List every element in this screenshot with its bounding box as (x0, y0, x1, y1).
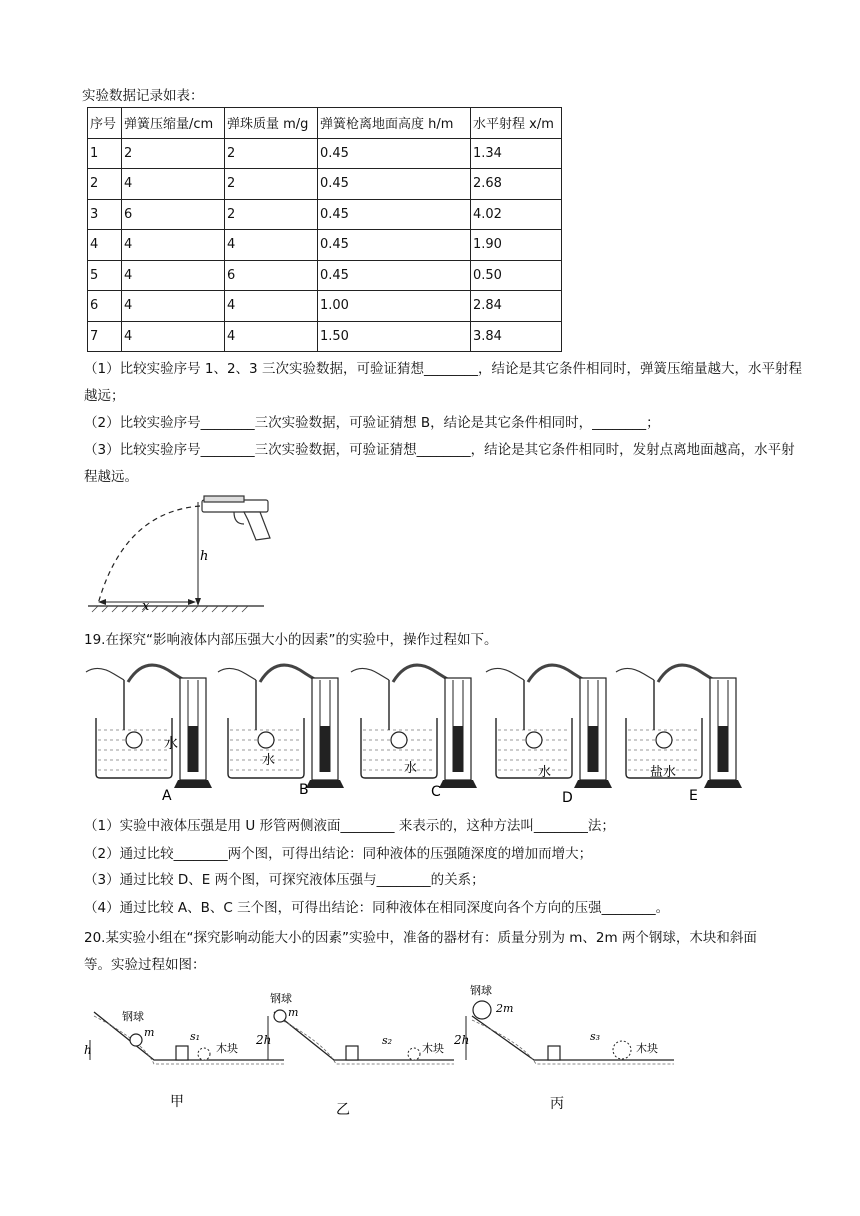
pressure-gauge-figures (84, 660, 754, 806)
liquid-label-e: 盐水 (650, 765, 677, 780)
table-cell: 0.45 (318, 230, 471, 261)
table-cell: 4 (225, 291, 318, 322)
table-row (88, 169, 562, 200)
table-cell: 5 (88, 260, 122, 291)
table-header-row (88, 108, 562, 139)
mass-label-yi: m (288, 1006, 299, 1019)
figure-label-jia: 甲 (170, 1094, 184, 1110)
table-cell: 4 (122, 169, 225, 200)
table-cell: 4 (225, 230, 318, 261)
distance-label-yi: s₂ (382, 1034, 393, 1047)
table-cell: 1 (88, 138, 122, 169)
table-cell: 4 (122, 321, 225, 352)
liquid-label-b: 水 (262, 753, 276, 768)
figure-label-e: E (689, 788, 698, 804)
liquid-label-c: 水 (404, 761, 418, 776)
q19-title: 19.在探究“影响液体内部压强大小的因素”的实验中，操作过程如下。 (84, 632, 498, 648)
table-cell: 2 (225, 199, 318, 230)
figure-label-a: A (162, 788, 172, 804)
q19-part2: （2）通过比较________两个图，可得出结论：同种液体的压强随深度的增加而增大； (84, 846, 593, 862)
height-label-bing: 2h (454, 1033, 470, 1047)
table-cell: 2 (225, 169, 318, 200)
table-cell: 0.45 (318, 138, 471, 169)
table-cell: 4 (122, 291, 225, 322)
distance-label-bing: s₃ (590, 1030, 601, 1043)
table-cell: 6 (225, 260, 318, 291)
spring-gun-icon (202, 496, 270, 540)
table-cell: 0.45 (318, 260, 471, 291)
table-cell: 1.50 (318, 321, 471, 352)
height-label: h (200, 549, 209, 564)
table-intro: 实验数据记录如表： (82, 88, 204, 104)
block-label-jia: 木块 (216, 1042, 238, 1055)
table-cell: 1.34 (471, 138, 562, 169)
table-cell: 2 (122, 138, 225, 169)
distance-label-jia: s₁ (190, 1030, 201, 1043)
figure-label-b: B (299, 782, 309, 798)
q18-part1: （1）比较实验序号 1、2、3 三次实验数据，可验证猜想________，结论是其它条件相同时，弹簧压缩量越大，水平射程越远； (84, 361, 802, 404)
kinetic-energy-figures (84, 982, 724, 1122)
table-cell: 2 (88, 169, 122, 200)
table-header-cell: 弹簧枪离地面高度 h/m (318, 108, 471, 139)
q18-part2: （2）比较实验序号________三次实验数据，可验证猜想 B，结论是其它条件相同时，________； (84, 415, 660, 431)
table-cell: 7 (88, 321, 122, 352)
table-cell: 1.90 (471, 230, 562, 261)
block-label-bing: 木块 (636, 1042, 658, 1055)
block-label-yi: 木块 (422, 1042, 444, 1055)
table-row (88, 321, 562, 352)
q20-title: 20.某实验小组在“探究影响动能大小的因素”实验中，准备的器材有：质量分别为 m、2m 两个钢球，木块和斜面等。实验过程如图： (84, 930, 757, 973)
figure-label-c: C (431, 784, 441, 800)
table-row (88, 199, 562, 230)
ball-label-bing: 钢球 (470, 984, 492, 997)
height-label-jia: h (84, 1043, 92, 1057)
table-cell: 2.68 (471, 169, 562, 200)
table-cell: 6 (88, 291, 122, 322)
table-cell: 4 (122, 260, 225, 291)
q19-part1: （1）实验中液体压强是用 U 形管两侧液面________ 来表示的，这种方法叫________法； (84, 818, 615, 834)
table-cell: 2 (225, 138, 318, 169)
ball-label-yi: 钢球 (270, 992, 292, 1005)
height-label-yi: 2h (256, 1033, 272, 1047)
table-cell: 2.84 (471, 291, 562, 322)
liquid-label-a: 水 (164, 736, 178, 752)
table-row (88, 230, 562, 261)
mass-label-jia: m (144, 1026, 155, 1039)
range-label: x (142, 599, 150, 614)
table-cell: 1.00 (318, 291, 471, 322)
q19-part4: （4）通过比较 A、B、C 三个图，可得出结论：同种液体在相同深度向各个方向的压强________。 (84, 900, 670, 916)
table-row (88, 138, 562, 169)
q19-part3: （3）通过比较 D、E 两个图，可探究液体压强与________的关系； (84, 872, 485, 888)
liquid-label-d: 水 (538, 765, 552, 780)
table-cell: 0.50 (471, 260, 562, 291)
table-row (88, 291, 562, 322)
ball-label-jia: 钢球 (122, 1010, 144, 1023)
table-cell: 0.45 (318, 169, 471, 200)
table-cell: 0.45 (318, 199, 471, 230)
setup-a (86, 665, 212, 788)
table-cell: 3 (88, 199, 122, 230)
data-table (87, 107, 562, 352)
q18-part3: （3）比较实验序号________三次实验数据，可验证猜想________，结论是其它条件相同时，发射点离地面越高，水平射程越远。 (84, 442, 795, 485)
table-header-cell: 弹簧压缩量/cm (122, 108, 225, 139)
setup-jia (90, 1012, 284, 1064)
table-header-cell: 序号 (88, 108, 122, 139)
table-cell: 4 (122, 230, 225, 261)
table-cell: 4 (88, 230, 122, 261)
table-cell: 4.02 (471, 199, 562, 230)
figure-label-yi: 乙 (336, 1102, 350, 1118)
table-cell: 3.84 (471, 321, 562, 352)
table-cell: 6 (122, 199, 225, 230)
table-row (88, 260, 562, 291)
spring-gun-figure (84, 492, 284, 618)
table-cell: 4 (225, 321, 318, 352)
figure-label-d: D (562, 790, 573, 806)
mass-label-bing: 2m (496, 1002, 514, 1015)
table-header-cell: 弹珠质量 m/g (225, 108, 318, 139)
table-header-cell: 水平射程 x/m (471, 108, 562, 139)
figure-label-bing: 丙 (550, 1096, 564, 1112)
